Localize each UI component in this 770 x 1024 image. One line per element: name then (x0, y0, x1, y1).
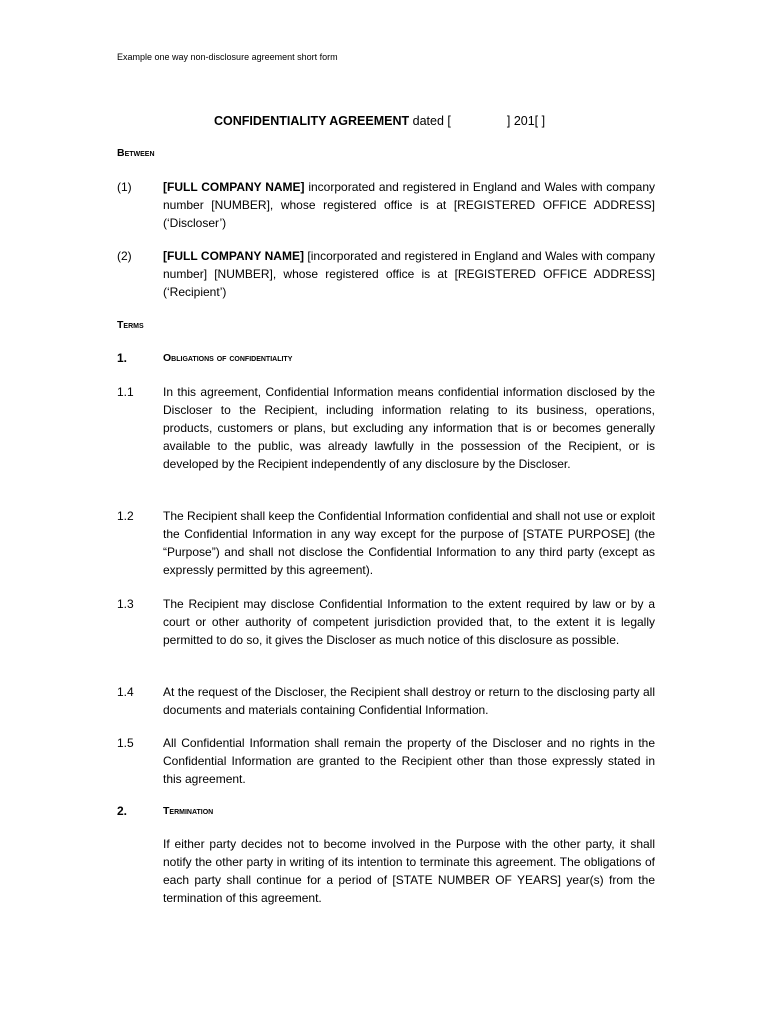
clause-1-3-text: The Recipient may disclose Confidential Information to the extent required by law or by a court or other authority of competent jurisdiction provided that, to the extent it is legally permitted to do so, it gives the Discloser as much notice of this disclosure as possible. (163, 597, 655, 647)
clause-2-title: Termination (163, 805, 214, 817)
agreement-title (214, 112, 545, 130)
agreement-title-dated: dated [ (412, 114, 451, 128)
party-2-number: (2) (117, 249, 132, 263)
clause-1-4-text: At the request of the Discloser, the Recipient shall destroy or return to the disclosing party all documents and materials containing Confidential Information. (163, 685, 655, 717)
clause-1-number: 1. (117, 351, 128, 365)
clause-1-2-text: The Recipient shall keep the Confidential Information confidential and shall not use or exploit the Confidential Information in any way except for the purpose of [STATE PURPOSE] (the “Purpose”) and shall not disclose the Confidential Information to any third party (except as expressly permitted by this agreement). (163, 509, 655, 577)
clause-1-2-number: 1.2 (117, 509, 134, 523)
clause-1-4-number: 1.4 (117, 685, 134, 699)
header-note: Example one way non-disclosure agreement short form (117, 52, 338, 62)
clause-1-title: Obligations of confidentiality (163, 352, 293, 364)
party-2-name: [FULL COMPANY NAME] (163, 249, 304, 263)
clause-1-5-text: All Confidential Information shall remain the property of the Discloser and no rights in the Confidential Information are granted to the Recipient other than those expressly stated in this agreement. (163, 736, 655, 786)
party-1-text (163, 178, 655, 232)
agreement-title-year: ] 201[ ] (506, 114, 546, 128)
clause-1-1-text: In this agreement, Confidential Information means confidential information disclosed by the Discloser to the Recipient, including information relating to its business, operations, products, customers or plans, but excluding any information that is or becomes generally available to the public, was already lawfully in the possession of the Recipient, or is developed by the Recipient independently of any disclosure by the Discloser. (163, 385, 655, 471)
terms-heading: Terms (117, 319, 144, 331)
party-1-details: incorporated and registered in England and Wales with company number [NUMBER], whose registered office is at [REGISTERED OFFICE ADDRESS] (‘Discloser’) (163, 180, 655, 230)
clause-2-number: 2. (117, 804, 128, 818)
clause-1-1-number: 1.1 (117, 385, 134, 399)
clause-1-3-number: 1.3 (117, 597, 134, 611)
party-1-name: [FULL COMPANY NAME] (163, 180, 305, 194)
clause-1-5-number: 1.5 (117, 736, 134, 750)
party-2-details: [incorporated and registered in England and Wales with company number] [NUMBER], whose registered office is at [REGISTERED OFFICE ADDRESS] (‘Recipient’) (163, 249, 655, 299)
clause-2-text: If either party decides not to become involved in the Purpose with the other party, it shall notify the other party in writing of its intention to terminate this agreement. The obligations of each party shall continue for a period of [STATE NUMBER OF YEARS] year(s) from the termination of this agreement. (163, 837, 655, 905)
agreement-title-bold: CONFIDENTIALITY AGREEMENT (214, 114, 410, 128)
party-1-number: (1) (117, 180, 132, 194)
between-heading: Between (117, 147, 155, 159)
party-2-text (163, 247, 655, 301)
